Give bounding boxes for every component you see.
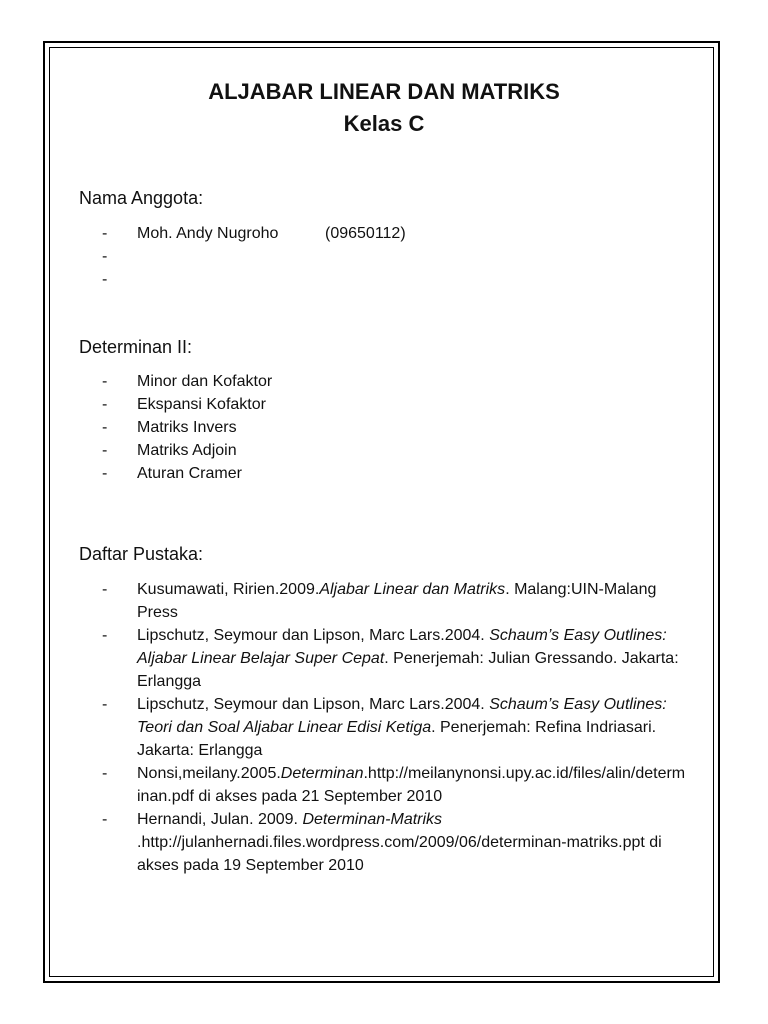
reference-item [0,808,688,877]
reference-source: .http://meilanynonsi.upy.ac.id/files/alin/determinan.pdf di akses pada 21 September 2010 [137,765,686,805]
list-item [0,245,688,268]
reference-title: Determinan [280,765,364,782]
document-subtitle: Kelas C [343,111,425,136]
bullet-dash: - [102,811,108,828]
list-item [0,370,688,393]
topic-text: Aturan Cramer [137,465,242,482]
bullet-dash: - [102,581,108,598]
list-item [0,462,688,485]
bullet-dash: - [102,271,108,288]
members-heading: Nama Anggota: [79,188,204,208]
list-item [0,393,688,416]
bullet-dash: - [102,248,108,265]
reference-author: Kusumawati, Ririen.2009. [137,581,320,598]
member-id: (09650112) [325,225,406,242]
document-title: ALJABAR LINEAR DAN MATRIKS [208,79,560,104]
reference-author: Nonsi,meilany.2005. [137,765,281,782]
bullet-dash: - [102,465,108,482]
bullet-dash: - [102,627,108,644]
reference-author: Hernandi, Julan. 2009. [137,811,303,828]
list-item [0,439,688,462]
reference-title: Determinan-Matriks [302,811,443,828]
bullet-dash: - [102,765,108,782]
bullet-dash: - [102,225,108,242]
list-item [0,222,688,245]
reference-source: .http://julanhernadi.files.wordpress.com/2009/06/determinan-matriks.ppt di akses pada 19 September 2010 [137,834,662,874]
reference-source: . Malang:UIN-Malang Press [137,581,657,621]
list-item [0,268,688,291]
reference-item [0,693,688,762]
reference-title: Schaum’s Easy Outlines: Aljabar Linear Belajar Super Cepat [137,627,667,667]
reference-item [0,578,688,624]
list-item [0,416,688,439]
reference-item [0,762,688,808]
reference-title: Schaum’s Easy Outlines: Teori dan Soal Aljabar Linear Edisi Ketiga [137,696,667,736]
reference-title: Aljabar Linear dan Matriks [319,581,506,598]
bullet-dash: - [102,373,108,390]
bullet-dash: - [102,396,108,413]
topics-heading: Determinan II: [79,337,193,357]
member-name: Moh. Andy Nugroho [137,225,279,242]
topic-text: Matriks Adjoin [137,442,237,459]
topic-text: Matriks Invers [137,419,237,436]
reference-item [0,624,688,693]
topic-text: Ekspansi Kofaktor [137,396,266,413]
reference-source: . Penerjemah: Refina Indriasari. Jakarta: Erlangga [137,719,657,759]
reference-source: . Penerjemah: Julian Gressando. Jakarta: Erlangga [137,650,679,690]
topics-list [0,370,688,485]
references-heading: Daftar Pustaka: [79,544,204,564]
reference-author: Lipschutz, Seymour dan Lipson, Marc Lars.2004. [137,696,490,713]
topic-text: Minor dan Kofaktor [137,373,273,390]
bullet-dash: - [102,442,108,459]
bullet-dash: - [102,419,108,436]
members-list [0,222,688,291]
reference-author: Lipschutz, Seymour dan Lipson, Marc Lars.2004. [137,627,490,644]
references-list [0,578,688,877]
bullet-dash: - [102,696,108,713]
